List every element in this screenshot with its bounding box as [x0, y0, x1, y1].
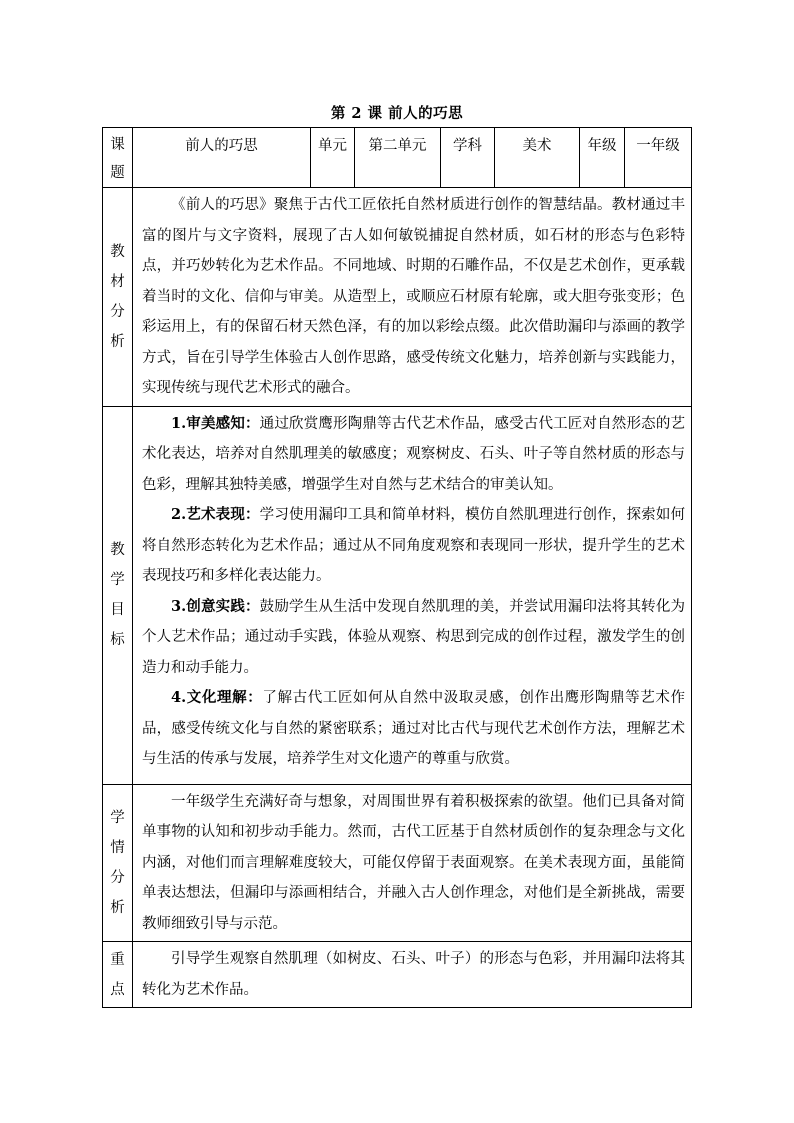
- key-point-label: 重 点: [103, 942, 133, 1008]
- goal-item: 2.艺术表现：学习使用漏印工具和简单材料，模仿自然肌理进行创作，探索如何将自然形态转化为艺术作品；通过从不同角度观察和表现同一形状，提升学生的艺术表现技巧和多样化表达能力。: [142, 506, 685, 584]
- subject-label: 学科: [441, 128, 495, 188]
- header-row: [103, 128, 692, 188]
- grade-label: 年级: [580, 128, 625, 188]
- topic-label: 课 题: [103, 128, 133, 188]
- material-text: 《前人的巧思》聚焦于古代工匠依托自然材质进行创作的智慧结晶。教材通过丰富的图片与文字资料，展现了古人如何敏锐捕捉自然材质，如石材的形态与色彩特点，并巧妙转化为艺术作品。不同地域、时期的石雕作品，不仅是艺术创作，更承载着当时的文化、信仰与审美。从造型上，或顺应石材原有轮廓，或大胆夸张变形；色彩运用上，有的保留石材天然色泽，有的加以彩绘点缀。此次借助漏印与添画的教学方式，旨在引导学生体验古人创作思路，感受传统文化魅力，培养创新与实践能力，实现传统与现代艺术形式的融合。: [133, 188, 692, 407]
- unit-label: 单元: [311, 128, 355, 188]
- goals-label: 教 学 目 标: [103, 406, 133, 784]
- goal-item: 4.文化理解：了解古代工匠如何从自然中汲取灵感，创作出鹰形陶鼎等艺术作品，感受传统文化与自然的紧密联系；通过对比古代与现代艺术创作方法，理解艺术与生活的传承与发展，培养学生对文化遗产的尊重与欣赏。: [142, 689, 685, 767]
- subject-value: 美术: [495, 128, 580, 188]
- goals-row: [103, 406, 692, 784]
- key-point-row: [103, 942, 692, 1008]
- topic-value: 前人的巧思: [133, 128, 311, 188]
- page-title: 第 2 课 前人的巧思: [330, 105, 464, 122]
- material-row: [103, 188, 692, 407]
- learners-text: 一年级学生充满好奇与想象，对周围世界有着积极探索的欲望。他们已具备对简单事物的认知和初步动手能力。然而，古代工匠基于自然材质创作的复杂理念与文化内涵，对他们而言理解难度较大，可能仅停留于表面观察。在美术表现方面，虽能简单表达想法，但漏印与添画相结合，并融入古人创作理念，对他们是全新挑战，需要教师细致引导与示范。: [133, 784, 692, 942]
- key-point-text: 引导学生观察自然肌理（如树皮、石头、叶子）的形态与色彩，并用漏印法将其转化为艺术作品。: [133, 942, 692, 1008]
- goals-text: [133, 406, 692, 784]
- learners-label: 学 情 分 析: [103, 784, 133, 942]
- learners-row: [103, 784, 692, 942]
- material-label: 教 材 分 析: [103, 188, 133, 407]
- lesson-plan-table: [102, 127, 692, 1008]
- goal-item: 3.创意实践：鼓励学生从生活中发现自然肌理的美，并尝试用漏印法将其转化为个人艺术作品；通过动手实践，体验从观察、构思到完成的创作过程，激发学生的创造力和动手能力。: [142, 597, 685, 676]
- goal-item: 1.审美感知：通过欣赏鹰形陶鼎等古代艺术作品，感受古代工匠对自然形态的艺术化表达，培养对自然肌理美的敏感度；观察树皮、石头、叶子等自然材质的形态与色彩，理解其独特美感，增强学生对自然与艺术结合的审美认知。: [142, 414, 685, 493]
- unit-value: 第二单元: [355, 128, 441, 188]
- grade-value: 一年级: [625, 128, 692, 188]
